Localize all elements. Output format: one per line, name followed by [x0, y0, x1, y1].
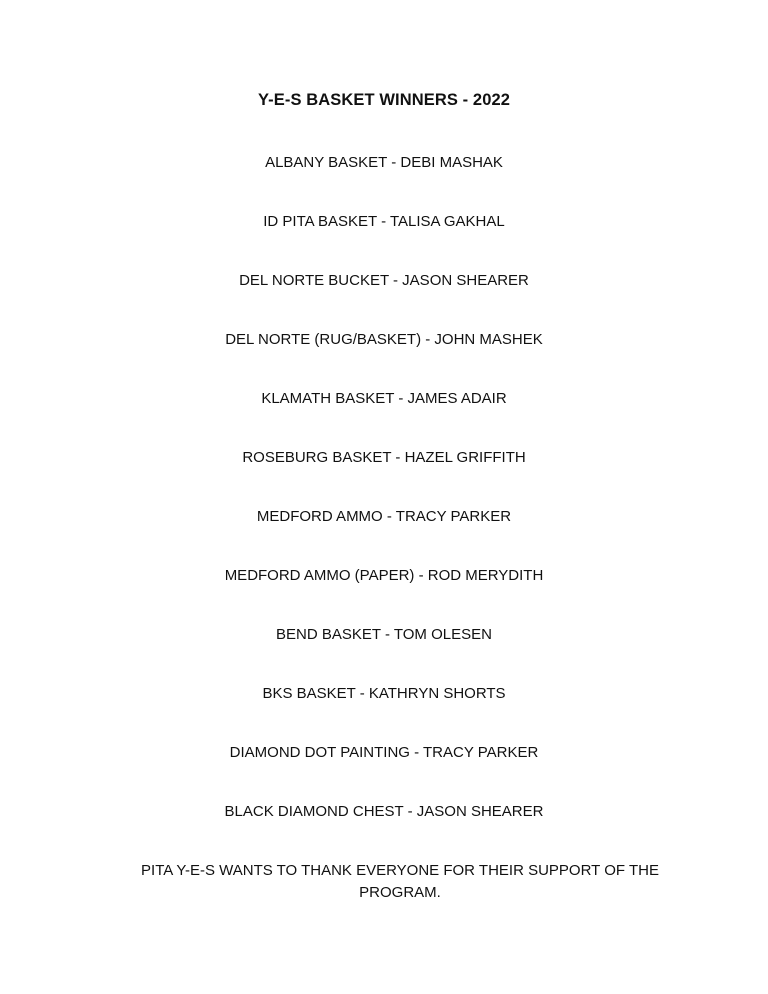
winner-entry: BLACK DIAMOND CHEST - JASON SHEARER — [224, 803, 544, 820]
winner-entry: DEL NORTE BUCKET - JASON SHEARER — [239, 272, 529, 289]
winner-entry: ID PITA BASKET - TALISA GAKHAL — [263, 213, 505, 230]
winner-entry: DEL NORTE (RUG/BASKET) - JOHN MASHEK — [225, 331, 543, 348]
winner-entry: ROSEBURG BASKET - HAZEL GRIFFITH — [242, 449, 526, 466]
winner-entry: MEDFORD AMMO - TRACY PARKER — [256, 508, 512, 525]
winner-entry: BKS BASKET - KATHRYN SHORTS — [262, 685, 506, 702]
winner-entry: KLAMATH BASKET - JAMES ADAIR — [261, 390, 507, 407]
winner-entry: DIAMOND DOT PAINTING - TRACY PARKER — [229, 744, 539, 761]
document-title: Y-E-S BASKET WINNERS - 2022 — [257, 91, 511, 109]
thank-you-note: PITA Y-E-S WANTS TO THANK EVERYONE FOR THEIR SUPPORT OF THE PROGRAM. — [141, 862, 659, 901]
winner-entry: BEND BASKET - TOM OLESEN — [276, 626, 492, 643]
winner-entry: ALBANY BASKET - DEBI MASHAK — [265, 154, 503, 171]
winner-entry: MEDFORD AMMO (PAPER) - ROD MERYDITH — [224, 567, 544, 584]
winner-list — [0, 152, 768, 860]
